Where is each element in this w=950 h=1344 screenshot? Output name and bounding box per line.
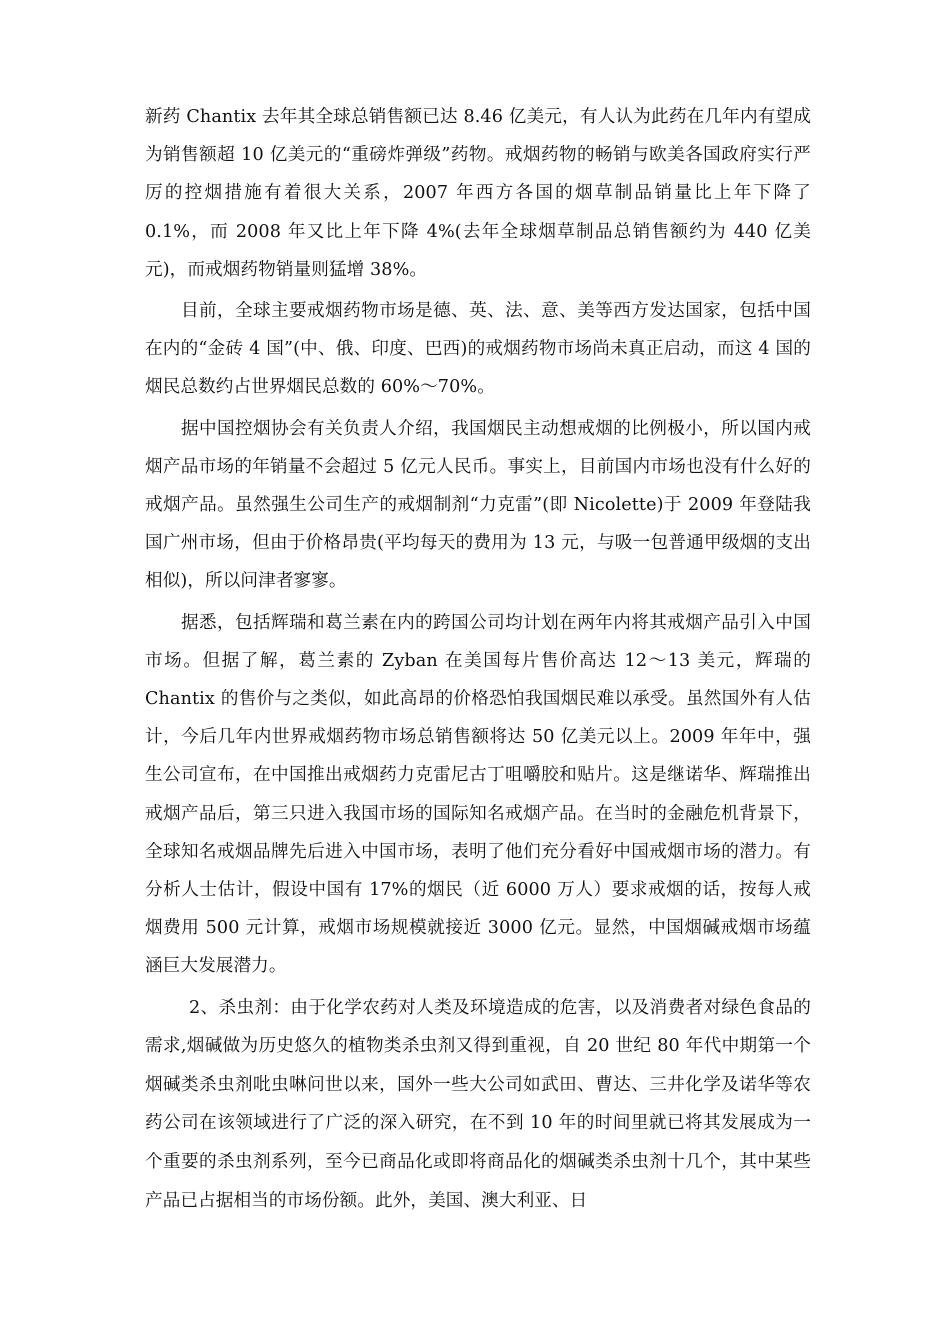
paragraph-multinational-entry: 据悉，包括辉瑞和葛兰素在内的跨国公司均计划在两年内将其戒烟产品引入中国市场。但据了解，葛兰素的 Zyban 在美国每片售价高达 12～13 美元，辉瑞的 Chantix 的售价与之类似，如此高昂的价格恐怕我国烟民难以承受。虽然国外有人估计，今后几年内世界戒烟药物市场总销售额将达 50 亿美元以上。2009 年年中，强生公司宣布，在中国推出戒烟药力克雷尼古丁咀嚼胶和贴片。这是继诺华、辉瑞推出戒烟产品后，第三只进入我国市场的国际知名戒烟产品。在当时的金融危机背景下，全球知名戒烟品牌先后进入中国市场，表明了他们充分看好中国戒烟市场的潜力。有分析人士估计，假设中国有 17%的烟民（近 6000 万人）要求戒烟的话，按每人戒烟费用 500 元计算，戒烟市场规模就接近 3000 亿元。显然，中国烟碱戒烟市场蕴涵巨大发展潜力。 bbox=[145, 612, 811, 977]
document-page bbox=[145, 98, 811, 1220]
paragraph-chantix-sales: 新药 Chantix 去年其全球总销售额已达 8.46 亿美元，有人认为此药在几年内有望成为销售额超 10 亿美元的“重磅炸弹级”药物。戒烟药物的畅销与欧美各国政府实行严厉的控烟措施有着很大关系，2007 年西方各国的烟草制品销量比上年下降了 0.1%，而 2008 年又比上年下降 4%(去年全球烟草制品总销售额约为 440 亿美元)，而戒烟药物销量则猛增 38%。 bbox=[145, 107, 811, 280]
paragraph-china-market: 据中国控烟协会有关负责人介绍，我国烟民主动想戒烟的比例极小，所以国内戒烟产品市场的年销量不会超过 5 亿元人民币。事实上，目前国内市场也没有什么好的戒烟产品。虽然强生公司生产的戒烟制剂“力克雷”(即 Nicolette)于 2009 年登陆我国广州市场，但由于价格昂贵(平均每天的费用为 13 元，与吸一包普通甲级烟的支出相似)，所以问津者寥寥。 bbox=[145, 418, 811, 592]
paragraph-global-market: 目前，全球主要戒烟药物市场是德、英、法、意、美等西方发达国家，包括中国在内的“金砖 4 国”(中、俄、印度、巴西)的戒烟药物市场尚未真正启动，而这 4 国的烟民总数约占世界烟民总数的 60%～70%。 bbox=[145, 301, 811, 398]
paragraph-insecticide: 2、杀虫剂：由于化学农药对人类及环境造成的危害，以及消费者对绿色食品的需求,烟碱做为历史悠久的植物类杀虫剂又得到重视，自 20 世纪 80 年代中期第一个烟碱类杀虫剂吡虫啉问世以来，国外一些大公司如武田、曹达、三井化学及诺华等农药公司在该领域进行了广泛的深入研究，在不到 10 年的时间里就已将其发展成为一个重要的杀虫剂系列，至今已商品化或即将商品化的烟碱类杀虫剂十几个，其中某些产品已占据相当的市场份额。此外，美国、澳大利亚、日 bbox=[145, 997, 811, 1211]
